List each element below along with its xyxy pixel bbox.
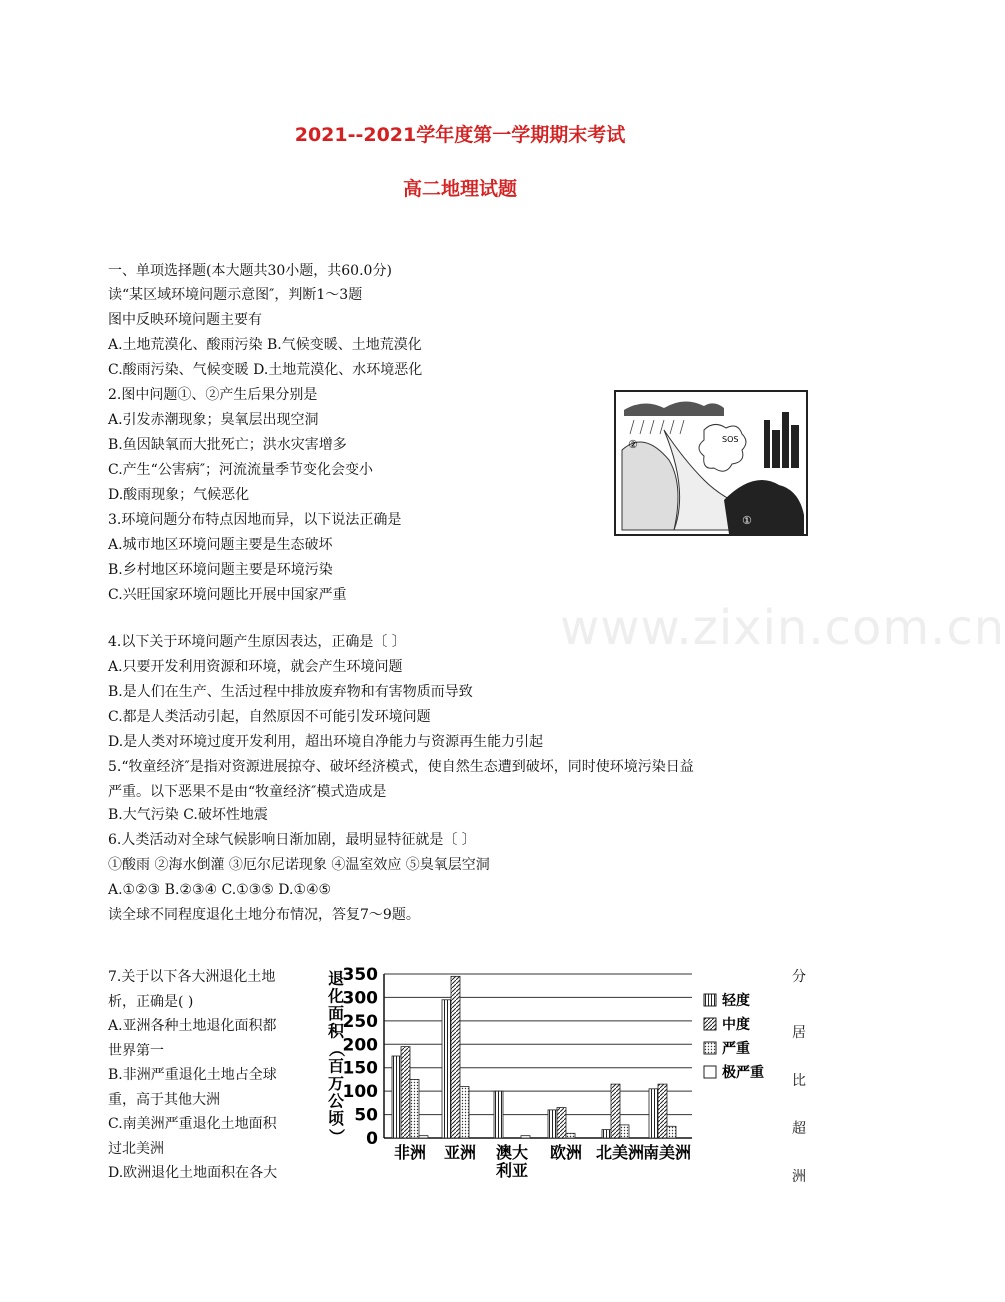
- legend-swatch: [704, 994, 716, 1006]
- label-1: ①: [742, 514, 752, 527]
- text-line: B.鱼因缺氧而大批死亡；洪水灾害增多: [108, 437, 347, 453]
- y-axis-label-char: （: [327, 1040, 346, 1058]
- q7-right-char: 超: [792, 1121, 806, 1137]
- text-line: 4.以下关于环境问题产生原因表达，正确是〔 〕: [108, 634, 406, 650]
- bar: [494, 1091, 503, 1138]
- text-line: D.是人类对环境过度开发利用，超出环境自净能力与资源再生能力引起: [108, 734, 544, 750]
- y-tick-label: 300: [342, 988, 378, 1009]
- legend-swatch: [704, 1042, 716, 1054]
- x-tick-label: 欧洲: [549, 1143, 583, 1162]
- x-tick-label: 北美洲: [595, 1143, 645, 1162]
- y-axis-label-char: 百: [327, 1056, 345, 1076]
- q7-right-char: 分: [792, 969, 806, 985]
- y-axis-label-char: 化: [327, 986, 345, 1006]
- x-tick-label: 亚洲: [443, 1143, 477, 1162]
- text-line: 6.人类活动对全球气候影响日渐加剧，最明显特征就是〔 〕: [108, 832, 476, 848]
- y-tick-label: 250: [342, 1011, 378, 1032]
- y-tick-label: 150: [342, 1058, 378, 1079]
- y-axis-label-char: 万: [327, 1074, 345, 1093]
- exam-subtitle: 高二地理试题: [402, 178, 517, 200]
- y-axis-label-char: ）: [327, 1128, 346, 1145]
- q7-line: A.亚洲各种土地退化面积都: [108, 1018, 277, 1034]
- y-tick-label: 200: [342, 1035, 378, 1056]
- text-line: 3.环境问题分布特点因地而异，以下说法正确是: [108, 512, 402, 528]
- legend-label: 中度: [722, 1017, 750, 1033]
- legend-label: 严重: [722, 1041, 750, 1057]
- degraded-land-chart: [320, 964, 780, 1184]
- text-line: C.酸雨污染、气候变暖 D.土地荒漠化、水环境恶化: [108, 362, 423, 378]
- text-line: C.都是人类活动引起，自然原因不可能引发环境问题: [108, 709, 431, 725]
- y-tick-label: 100: [342, 1082, 378, 1103]
- q7-right-char: 洲: [792, 1169, 806, 1185]
- legend-label: 极严重: [722, 1065, 764, 1081]
- text-line: A.只要开发利用资源和环境，就会产生环境问题: [108, 659, 403, 675]
- legend-label: 轻度: [722, 993, 750, 1009]
- y-axis-label-char: 面: [327, 1004, 345, 1023]
- y-axis-label-char: 退: [327, 969, 345, 988]
- bar: [667, 1126, 676, 1138]
- x-tick-label: 澳大: [495, 1143, 529, 1162]
- section-header: 一、单项选择题(本大题共30小题，共60.0分): [108, 263, 392, 279]
- bar: [602, 1130, 611, 1138]
- q7-line: B.非洲严重退化土地占全球: [108, 1067, 277, 1083]
- text-line: A.土地荒漠化、酸雨污染 B.气候变暖、土地荒漠化: [108, 337, 422, 353]
- text-line: B.是人们在生产、生活过程中排放废弃物和有害物质而导致: [108, 684, 473, 700]
- bar: [419, 1136, 428, 1138]
- q7-line: 世界第一: [108, 1042, 164, 1059]
- exam-title: 2021--2021学年度第一学期期末考试: [294, 124, 626, 146]
- q7-line: C.南美洲严重退化土地面积: [108, 1116, 277, 1132]
- q7-line: 析，正确是( ): [108, 993, 194, 1010]
- bar: [521, 1136, 530, 1138]
- y-tick-label: 50: [354, 1105, 378, 1126]
- bar: [442, 1000, 451, 1138]
- legend-swatch: [704, 1018, 716, 1030]
- text-line: A.①②③ B.②③④ C.①③⑤ D.①④⑤: [108, 882, 332, 898]
- text-line: ①酸雨 ②海水倒灌 ③厄尔尼诺现象 ④温室效应 ⑤臭氧层空洞: [108, 857, 490, 873]
- sos-label: SOS: [722, 435, 739, 444]
- text-line: C.兴旺国家环境问题比开展中国家严重: [108, 587, 347, 603]
- bar: [611, 1084, 620, 1138]
- bar: [566, 1133, 575, 1138]
- text-line: A.引发赤潮现象；臭氧层出现空洞: [108, 412, 319, 428]
- watermark: www.zixin.com.cn: [560, 600, 1005, 656]
- q7-line: 过北美洲: [108, 1140, 164, 1157]
- y-tick-label: 0: [366, 1129, 378, 1149]
- q7-line: 重，高于其他大洲: [108, 1091, 220, 1108]
- q7-right-char: 居: [792, 1025, 806, 1041]
- text-line: B.大气污染 C.破坏性地震: [108, 807, 268, 823]
- bar: [410, 1079, 419, 1138]
- bar: [649, 1089, 658, 1138]
- q7-line: D.欧洲退化土地面积在各大: [108, 1165, 278, 1181]
- bar: [557, 1108, 566, 1138]
- bar: [401, 1047, 410, 1138]
- x-tick-label: 非洲: [393, 1143, 427, 1162]
- bar: [548, 1110, 557, 1138]
- legend-swatch: [704, 1066, 716, 1078]
- bar: [620, 1125, 629, 1138]
- y-axis-label-char: 积: [327, 1021, 345, 1041]
- text-line: A.城市地区环境问题主要是生态破坏: [108, 537, 333, 553]
- text-line: 2.图中问题①、②产生后果分别是: [108, 387, 318, 403]
- text-line: B.乡村地区环境问题主要是环境污染: [108, 562, 333, 578]
- text-line: 图中反映环境问题主要有: [108, 312, 262, 328]
- y-axis-label-char: 公: [327, 1091, 345, 1111]
- text-line: 严重。以下恶果不是由“牧童经济″模式造成是: [108, 784, 387, 800]
- environment-problem-diagram: [614, 390, 808, 536]
- bar: [392, 1056, 401, 1138]
- y-axis-label-char: 顷: [327, 1109, 345, 1128]
- text-line: 读“某区域环境问题示意图″，判断1～3题: [108, 287, 363, 303]
- q7-line: 7.关于以下各大洲退化土地: [108, 969, 276, 985]
- bar: [658, 1084, 667, 1138]
- text-line: 读全球不同程度退化土地分布情况，答复7～9题。: [108, 907, 420, 923]
- text-line: D.酸雨现象；气候恶化: [108, 487, 250, 503]
- y-tick-label: 350: [342, 965, 378, 985]
- bar: [460, 1086, 469, 1138]
- label-2: ②: [628, 438, 638, 451]
- x-tick-label: 南美洲: [642, 1143, 692, 1162]
- x-tick-label: 利亚: [495, 1161, 529, 1180]
- bar: [451, 976, 460, 1138]
- text-line: C.产生“公害病″；河流流量季节变化会变小: [108, 462, 374, 478]
- text-line: 5.“牧童经济″是指对资源进展掠夺、破坏经济模式，使自然生态遭到破坏，同时使环境污染日益: [108, 759, 694, 775]
- q7-right-char: 比: [792, 1073, 806, 1089]
